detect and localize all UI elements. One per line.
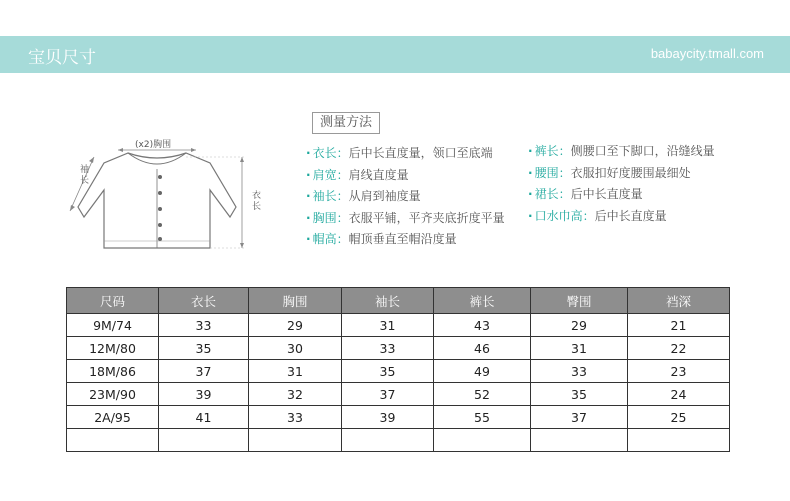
table-cell: 21 — [628, 314, 730, 337]
table-cell: 22 — [628, 337, 730, 360]
table-cell: 37 — [531, 406, 628, 429]
header-bar — [0, 36, 790, 73]
table-cell: 35 — [342, 360, 434, 383]
table-header-row — [67, 288, 730, 314]
table-cell: 23 — [628, 360, 730, 383]
table-header: 裆深 — [628, 288, 730, 314]
table-header: 胸围 — [249, 288, 342, 314]
method-list-right — [528, 141, 715, 227]
table-cell: 24 — [628, 383, 730, 406]
table-cell — [531, 429, 628, 452]
table-cell: 35 — [159, 337, 249, 360]
method-item: · 口水巾高：后中长直度量 — [528, 208, 667, 223]
table-cell: 18M/86 — [67, 360, 159, 383]
table-cell: 29 — [531, 314, 628, 337]
table-cell: 49 — [434, 360, 531, 383]
table-cell: 25 — [628, 406, 730, 429]
table-cell: 46 — [434, 337, 531, 360]
table-cell: 33 — [531, 360, 628, 383]
method-item: · 裤长：侧腰口至下脚口，沿缝线量 — [528, 144, 715, 158]
table-cell — [67, 429, 159, 452]
table-cell: 31 — [249, 360, 342, 383]
method-item: · 肩宽：肩线直度量 — [306, 167, 409, 182]
table-row — [67, 314, 730, 337]
table-cell: 35 — [531, 383, 628, 406]
table-cell — [159, 429, 249, 452]
method-item: · 腰围：衣服扣好度腰围最细处 — [528, 165, 691, 180]
method-item: · 胸围：衣服平铺，平齐夹底折度平量 — [306, 210, 505, 225]
table-cell: 39 — [159, 383, 249, 406]
size-table — [66, 287, 730, 452]
length-label: 衣 长 — [252, 191, 262, 212]
site-link[interactable]: babaycity.tmall.com — [650, 46, 764, 61]
table-row — [67, 337, 730, 360]
method-item: · 袖长：从肩到袖度量 — [306, 189, 421, 203]
table-cell: 31 — [342, 314, 434, 337]
table-cell: 30 — [249, 337, 342, 360]
garment-diagram — [60, 135, 280, 265]
table-cell — [628, 429, 730, 452]
table-cell: 39 — [342, 406, 434, 429]
table-cell — [342, 429, 434, 452]
table-cell — [249, 429, 342, 452]
table-row-empty — [67, 429, 730, 452]
method-item: · 衣长：后中长直度量，领口至底端 — [306, 146, 493, 160]
table-cell: 37 — [159, 360, 249, 383]
table-cell: 29 — [249, 314, 342, 337]
chest-label: (x2)胸围 — [135, 140, 172, 150]
table-row — [67, 383, 730, 406]
table-cell: 33 — [249, 406, 342, 429]
table-header: 臀围 — [531, 288, 628, 314]
measure-method-title: 测量方法 — [312, 112, 380, 134]
table-cell: 31 — [531, 337, 628, 360]
table-cell: 37 — [342, 383, 434, 406]
table-header: 袖长 — [342, 288, 434, 314]
cardigan-illustration — [60, 135, 280, 265]
table-cell: 12M/80 — [67, 337, 159, 360]
table-cell: 52 — [434, 383, 531, 406]
method-item: · 裙长：后中长直度量 — [528, 187, 643, 201]
method-item: · 帽高：帽顶垂直至帽沿度量 — [306, 232, 457, 246]
table-header: 尺码 — [67, 288, 159, 314]
table-cell: 23M/90 — [67, 383, 159, 406]
table-cell: 43 — [434, 314, 531, 337]
table-cell — [434, 429, 531, 452]
table-row — [67, 406, 730, 429]
page-title: 宝贝尺寸 — [28, 48, 96, 68]
sleeve-label: 袖 长 — [80, 165, 90, 186]
table-cell: 33 — [342, 337, 434, 360]
table-cell: 2A/95 — [67, 406, 159, 429]
table-cell: 9M/74 — [67, 314, 159, 337]
method-list-left — [306, 143, 505, 251]
table-row — [67, 360, 730, 383]
table-cell: 32 — [249, 383, 342, 406]
table-cell: 41 — [159, 406, 249, 429]
table-cell: 55 — [434, 406, 531, 429]
table-cell: 33 — [159, 314, 249, 337]
table-header: 衣长 — [159, 288, 249, 314]
table-header: 裤长 — [434, 288, 531, 314]
